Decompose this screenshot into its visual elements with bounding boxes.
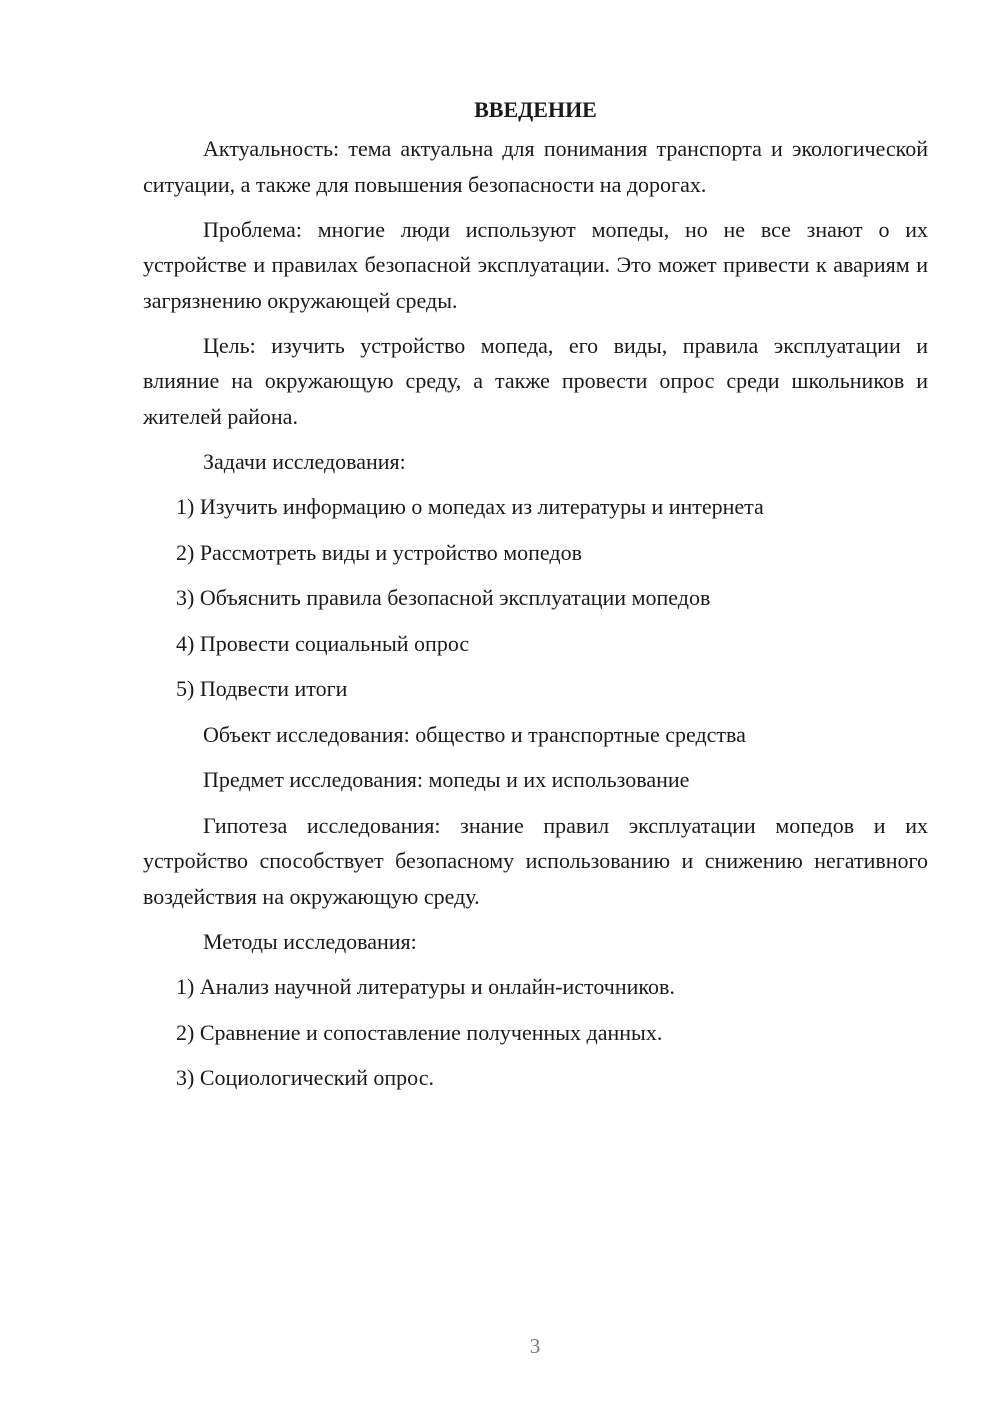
hypothesis-paragraph: Гипотеза исследования: знание правил эксплуатации мопедов и их устройство способствует безопасному использованию и снижению негативного воздействия на окружающую среду. [143,812,928,909]
relevance-paragraph: Актуальность: тема актуальна для понимания транспорта и экологической ситуации, а также для повышения безопасности на дорогах. [143,136,928,197]
list-item: 3) Объяснить правила безопасной эксплуатации мопедов [176,585,711,610]
list-item: 3) Социологический опрос. [176,1065,434,1090]
goal-paragraph: Цель: изучить устройство мопеда, его виды, правила эксплуатации и влияние на окружающую среду, а также провести опрос среди школьников и жителей района. [143,332,928,429]
tasks-heading: Задачи исследования: [203,448,406,474]
list-item: 4) Провести социальный опрос [176,630,470,656]
subject-paragraph: Предмет исследования: мопеды и их использование [203,767,690,792]
list-item: 1) Анализ научной литературы и онлайн-источников. [176,974,675,999]
problem-paragraph: Проблема: многие люди используют мопеды, но не все знают о их устройстве и правилах безопасной эксплуатации. Это может привести к авариям и загрязнению окружающей среды. [143,216,928,313]
section-title: ВВЕДЕНИЕ [474,97,597,122]
tasks-list [143,489,928,707]
object-paragraph: Объект исследования: общество и транспортные средства [203,721,746,747]
page-number: 3 [529,1334,541,1358]
list-item: 2) Сравнение и сопоставление полученных данных. [176,1019,663,1045]
methods-heading: Методы исследования: [203,928,417,954]
list-item: 2) Рассмотреть виды и устройство мопедов [176,539,582,565]
list-item: 5) Подвести итоги [176,676,348,701]
methods-list [143,969,928,1096]
list-item: 1) Изучить информацию о мопедах из литературы и интернета [176,494,764,519]
document-page [143,95,928,1106]
